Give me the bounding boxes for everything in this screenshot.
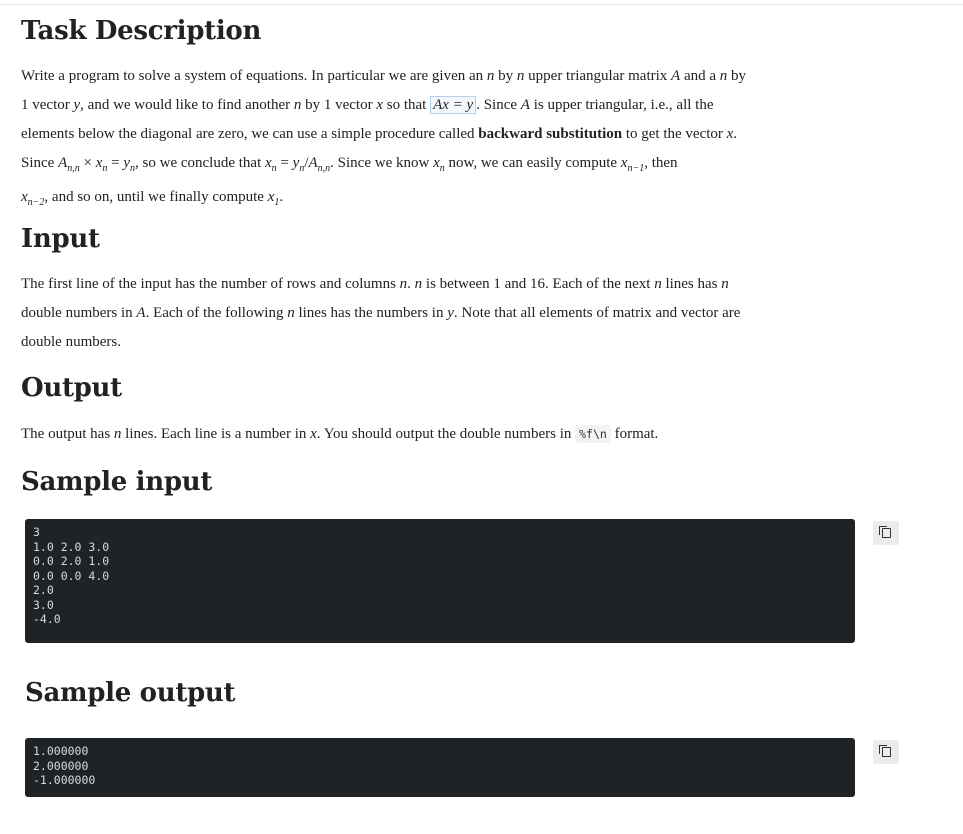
top-divider [0, 4, 963, 5]
format-code: %f\n [575, 425, 611, 443]
sample-output-heading: Sample output [25, 678, 236, 708]
input-text: The first line of the input has the number of rows and columns n. n is between 1 and 16. Each of the next n lines has n double numbers in A. Each of the following n lines has the numbers in y. Note that all elements of matrix and vector are double numbers. [21, 276, 741, 350]
copy-input-button[interactable] [873, 521, 899, 545]
output-text: The output has n lines. Each line is a number in x. You should output the double numbers in %f\n format. [21, 426, 659, 442]
copy-output-button[interactable] [873, 740, 899, 764]
copy-icon [882, 528, 891, 538]
equation-box: Ax = y [430, 96, 476, 114]
task-description-text: Write a program to solve a system of equations. In particular we are given an n by n upper triangular matrix A and a n by 1 vector y, and we would like to find another n by 1 vector x so that Ax = y . Since A is upper triangular, i.e., all the elements below the diagonal are zero, we can use a simple procedure called backward substitution to get the vector x. Since $A_{n,n} \times x_n = y_n$, so we conclude that $x_n = y_n/A_{n,n}$. Since we know $x_n$ now, we can easily compute $x_{n-1}$, then $x_{n-2}$, and so on, until we finally compute $x_1$. [21, 68, 747, 208]
sample-output-code[interactable]: 1.000000 2.000000 -1.000000 [25, 738, 855, 797]
sample-input-code[interactable]: 3 1.0 2.0 3.0 0.0 2.0 1.0 0.0 0.0 4.0 2.0 3.0 -4.0 [25, 519, 855, 643]
sample-input-heading: Sample input [21, 467, 213, 497]
task-description-heading: Task Description [21, 16, 262, 46]
input-heading: Input [21, 224, 100, 254]
backward-substitution-term: backward substitution [478, 126, 623, 142]
copy-icon [882, 747, 891, 757]
output-heading: Output [21, 373, 122, 403]
